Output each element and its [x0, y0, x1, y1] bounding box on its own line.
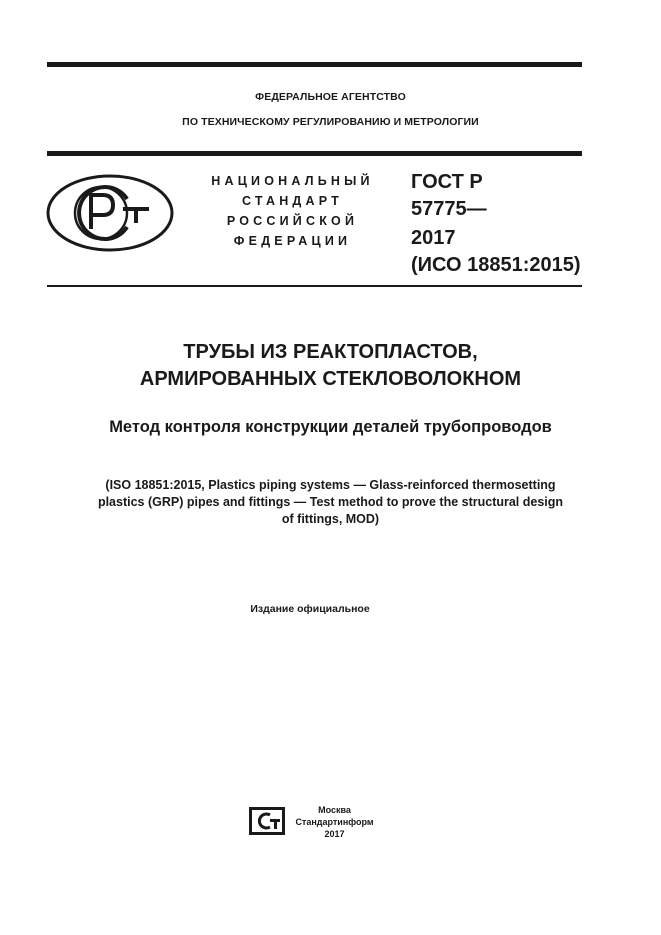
- top-rule: [47, 62, 582, 67]
- header-rule: [47, 151, 582, 156]
- designation-line-4: (ИСО 18851:2015): [411, 254, 581, 276]
- standard-type-line-1: НАЦИОНАЛЬНЫЙ: [211, 174, 374, 188]
- original-standard-line-3: of fittings, MOD): [281, 512, 380, 526]
- designation-line-1: ГОСТ Р: [411, 171, 483, 193]
- standard-type-line-3: РОССИЙСКОЙ: [226, 214, 359, 228]
- publisher-city: Москва: [318, 805, 351, 815]
- standard-type-line-2: СТАНДАРТ: [242, 194, 343, 208]
- document-title-line-1: ТРУБЫ ИЗ РЕАКТОПЛАСТОВ,: [183, 341, 478, 363]
- original-standard-line-2: plastics (GRP) pipes and fittings — Test method to prove the structural design: [97, 495, 564, 509]
- standard-type-line-4: ФЕДЕРАЦИИ: [233, 234, 352, 248]
- agency-line-1: ФЕДЕРАЛЬНОЕ АГЕНТСТВО: [255, 91, 406, 103]
- original-standard-line-1: (ISO 18851:2015, Plastics piping systems — Glass-reinforced thermosetting: [105, 478, 556, 492]
- publisher-logo-icon: [248, 806, 286, 836]
- designation-line-2: 57775—: [411, 198, 487, 220]
- publication-year: 2017: [324, 829, 345, 839]
- document-subtitle: Метод контроля конструкции деталей трубопроводов: [109, 418, 552, 436]
- publisher-name: Стандартинформ: [295, 817, 374, 827]
- designation-line-3: 2017: [411, 227, 456, 249]
- designation-rule: [47, 285, 582, 287]
- edition-label: Издание официальное: [250, 603, 370, 615]
- rst-certification-logo-icon: [45, 173, 175, 253]
- agency-line-2: ПО ТЕХНИЧЕСКОМУ РЕГУЛИРОВАНИЮ И МЕТРОЛОГИИ: [182, 116, 479, 128]
- document-title-line-2: АРМИРОВАННЫХ СТЕКЛОВОЛОКНОМ: [139, 368, 522, 390]
